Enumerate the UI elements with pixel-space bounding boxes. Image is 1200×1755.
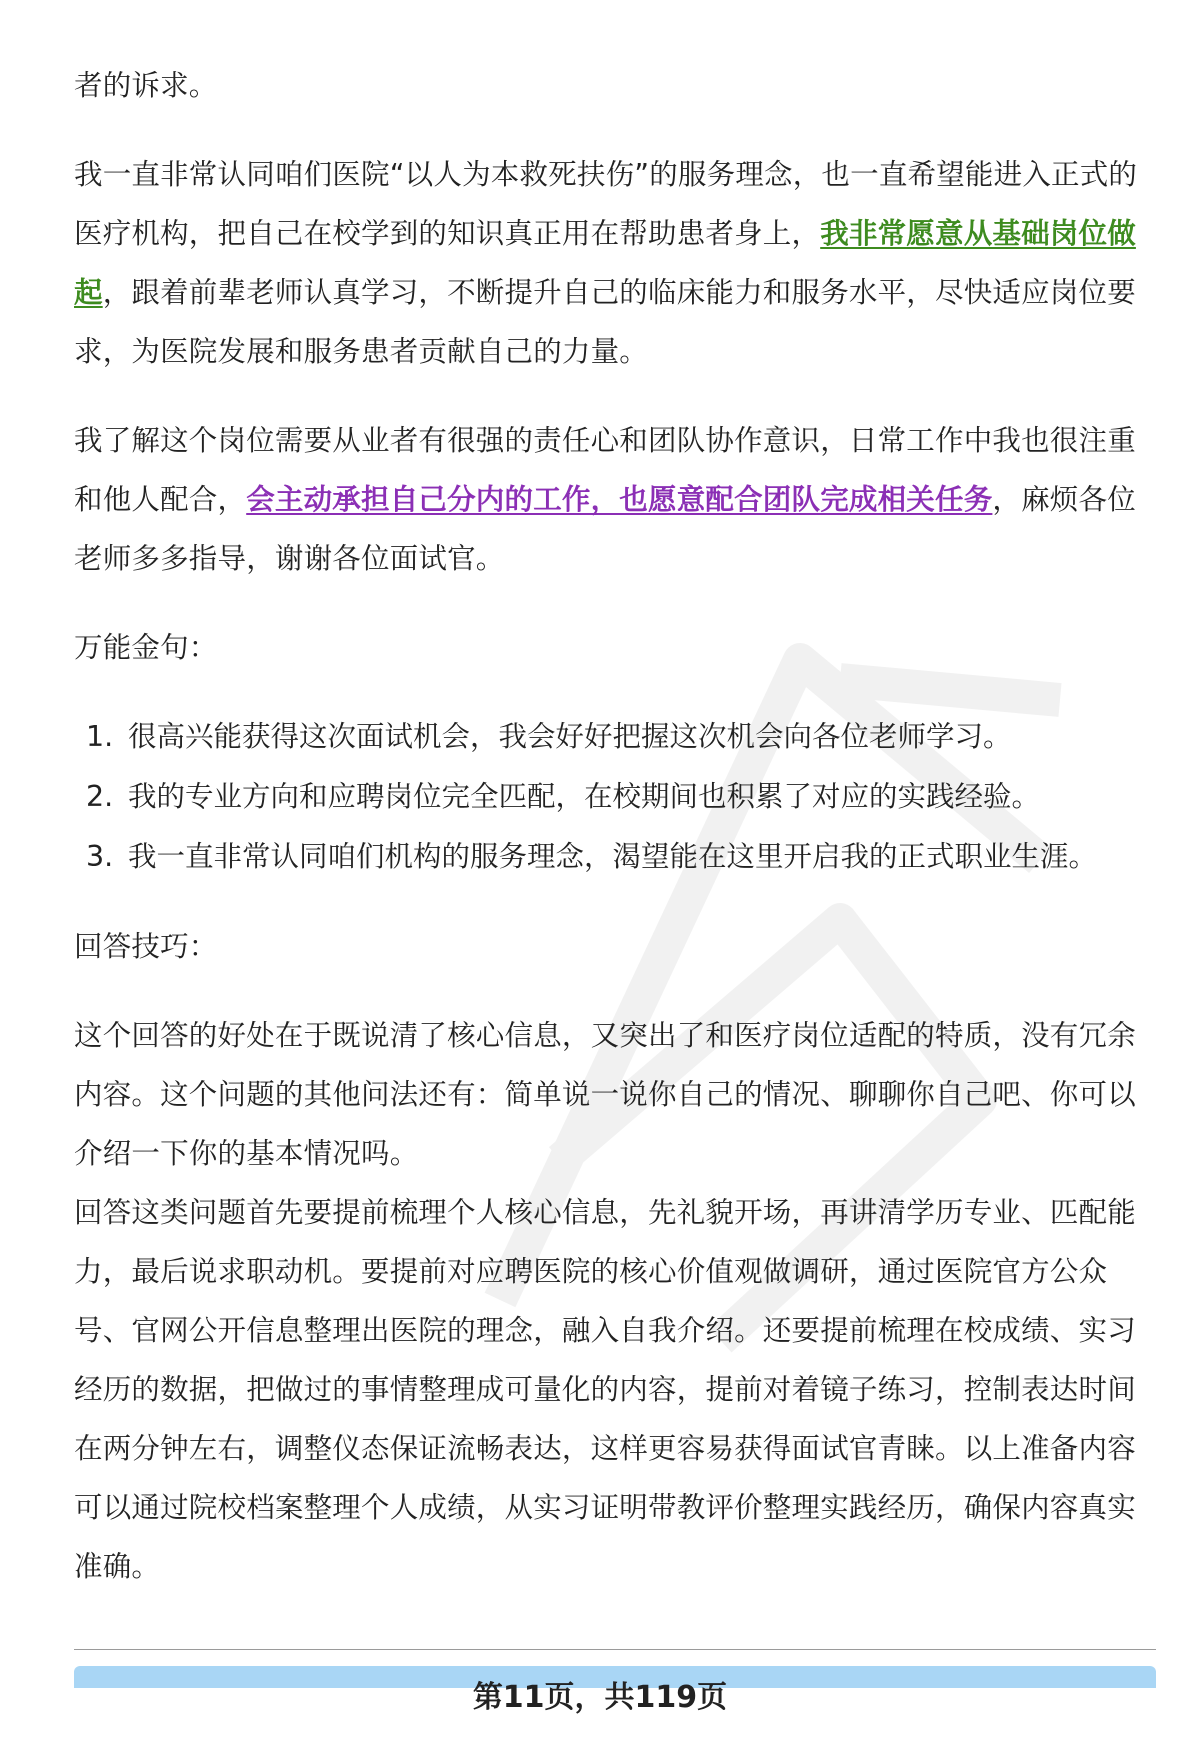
paragraph-teamwork bbox=[74, 411, 1150, 588]
list-item bbox=[74, 707, 1150, 767]
list-text: 很高兴能获得这次面试机会，我会好好把握这次机会向各位老师学习。 bbox=[128, 720, 1012, 753]
paragraph-intro-end: 者的诉求。 bbox=[74, 69, 218, 102]
paragraph-motivation bbox=[74, 145, 1150, 381]
highlight-green: 我非常愿意从基础岗位做起 bbox=[74, 217, 1136, 309]
highlight-purple: 会主动承担自己分内的工作，也愿意配合团队完成相关任务 bbox=[246, 483, 993, 516]
paragraph-text: 我了解这个岗位需要从业者有很强的责任心和团队协作意识，日常工作中我也很注重和他人配合， bbox=[74, 424, 1136, 516]
list-number: 1. bbox=[86, 720, 114, 753]
page-number: 第11页，共119页 bbox=[472, 1680, 728, 1715]
paragraph-text: 我一直非常认同咱们医院“以人为本救死扶伤”的服务理念，也一直希望能进入正式的医疗机构，把自己在校学到的知识真正用在帮助患者身上， bbox=[74, 158, 1138, 250]
paragraph-tips-summary: 这个回答的好处在于既说清了核心信息，又突出了和医疗岗位适配的特质，没有冗余内容。这个问题的其他问法还有：简单说一说你自己的情况、聊聊你自己吧、你可以介绍一下你的基本情况吗。 bbox=[74, 1019, 1136, 1170]
paragraph-tips-detail: 回答这类问题首先要提前梳理个人核心信息，先礼貌开场，再讲清学历专业、匹配能力，最后说求职动机。要提前对应聘医院的核心价值观做调研，通过医院官方公众号、官网公开信息整理出医院的理念，融入自我介绍。还要提前梳理在校成绩、实习经历的数据，把做过的事情整理成可量化的内容，提前对着镜子练习，控制表达时间在两分钟左右，调整仪态保证流畅表达，这样更容易获得面试官青睐。以上准备内容可以通过院校档案整理个人成绩，从实习证明带教评价整理实践经历，确保内容真实准确。 bbox=[74, 1196, 1136, 1583]
list-item bbox=[74, 767, 1150, 827]
list-number: 3. bbox=[86, 840, 114, 873]
list-number: 2. bbox=[86, 780, 114, 813]
footer-divider bbox=[74, 1649, 1156, 1650]
golden-phrases-list bbox=[74, 707, 1150, 887]
heading-answer-tips: 回答技巧： bbox=[74, 930, 218, 963]
paragraph-text: ，麻烦各位老师多多指导，谢谢各位面试官。 bbox=[74, 483, 1136, 575]
document-body bbox=[74, 56, 1150, 1596]
heading-golden-phrases: 万能金句： bbox=[74, 631, 218, 664]
list-item bbox=[74, 827, 1150, 887]
list-text: 我一直非常认同咱们机构的服务理念，渴望能在这里开启我的正式职业生涯。 bbox=[128, 840, 1098, 873]
paragraph-text: ，跟着前辈老师认真学习，不断提升自己的临床能力和服务水平，尽快适应岗位要求，为医院发展和服务患者贡献自己的力量。 bbox=[74, 276, 1136, 368]
list-text: 我的专业方向和应聘岗位完全匹配，在校期间也积累了对应的实践经验。 bbox=[128, 780, 1041, 813]
